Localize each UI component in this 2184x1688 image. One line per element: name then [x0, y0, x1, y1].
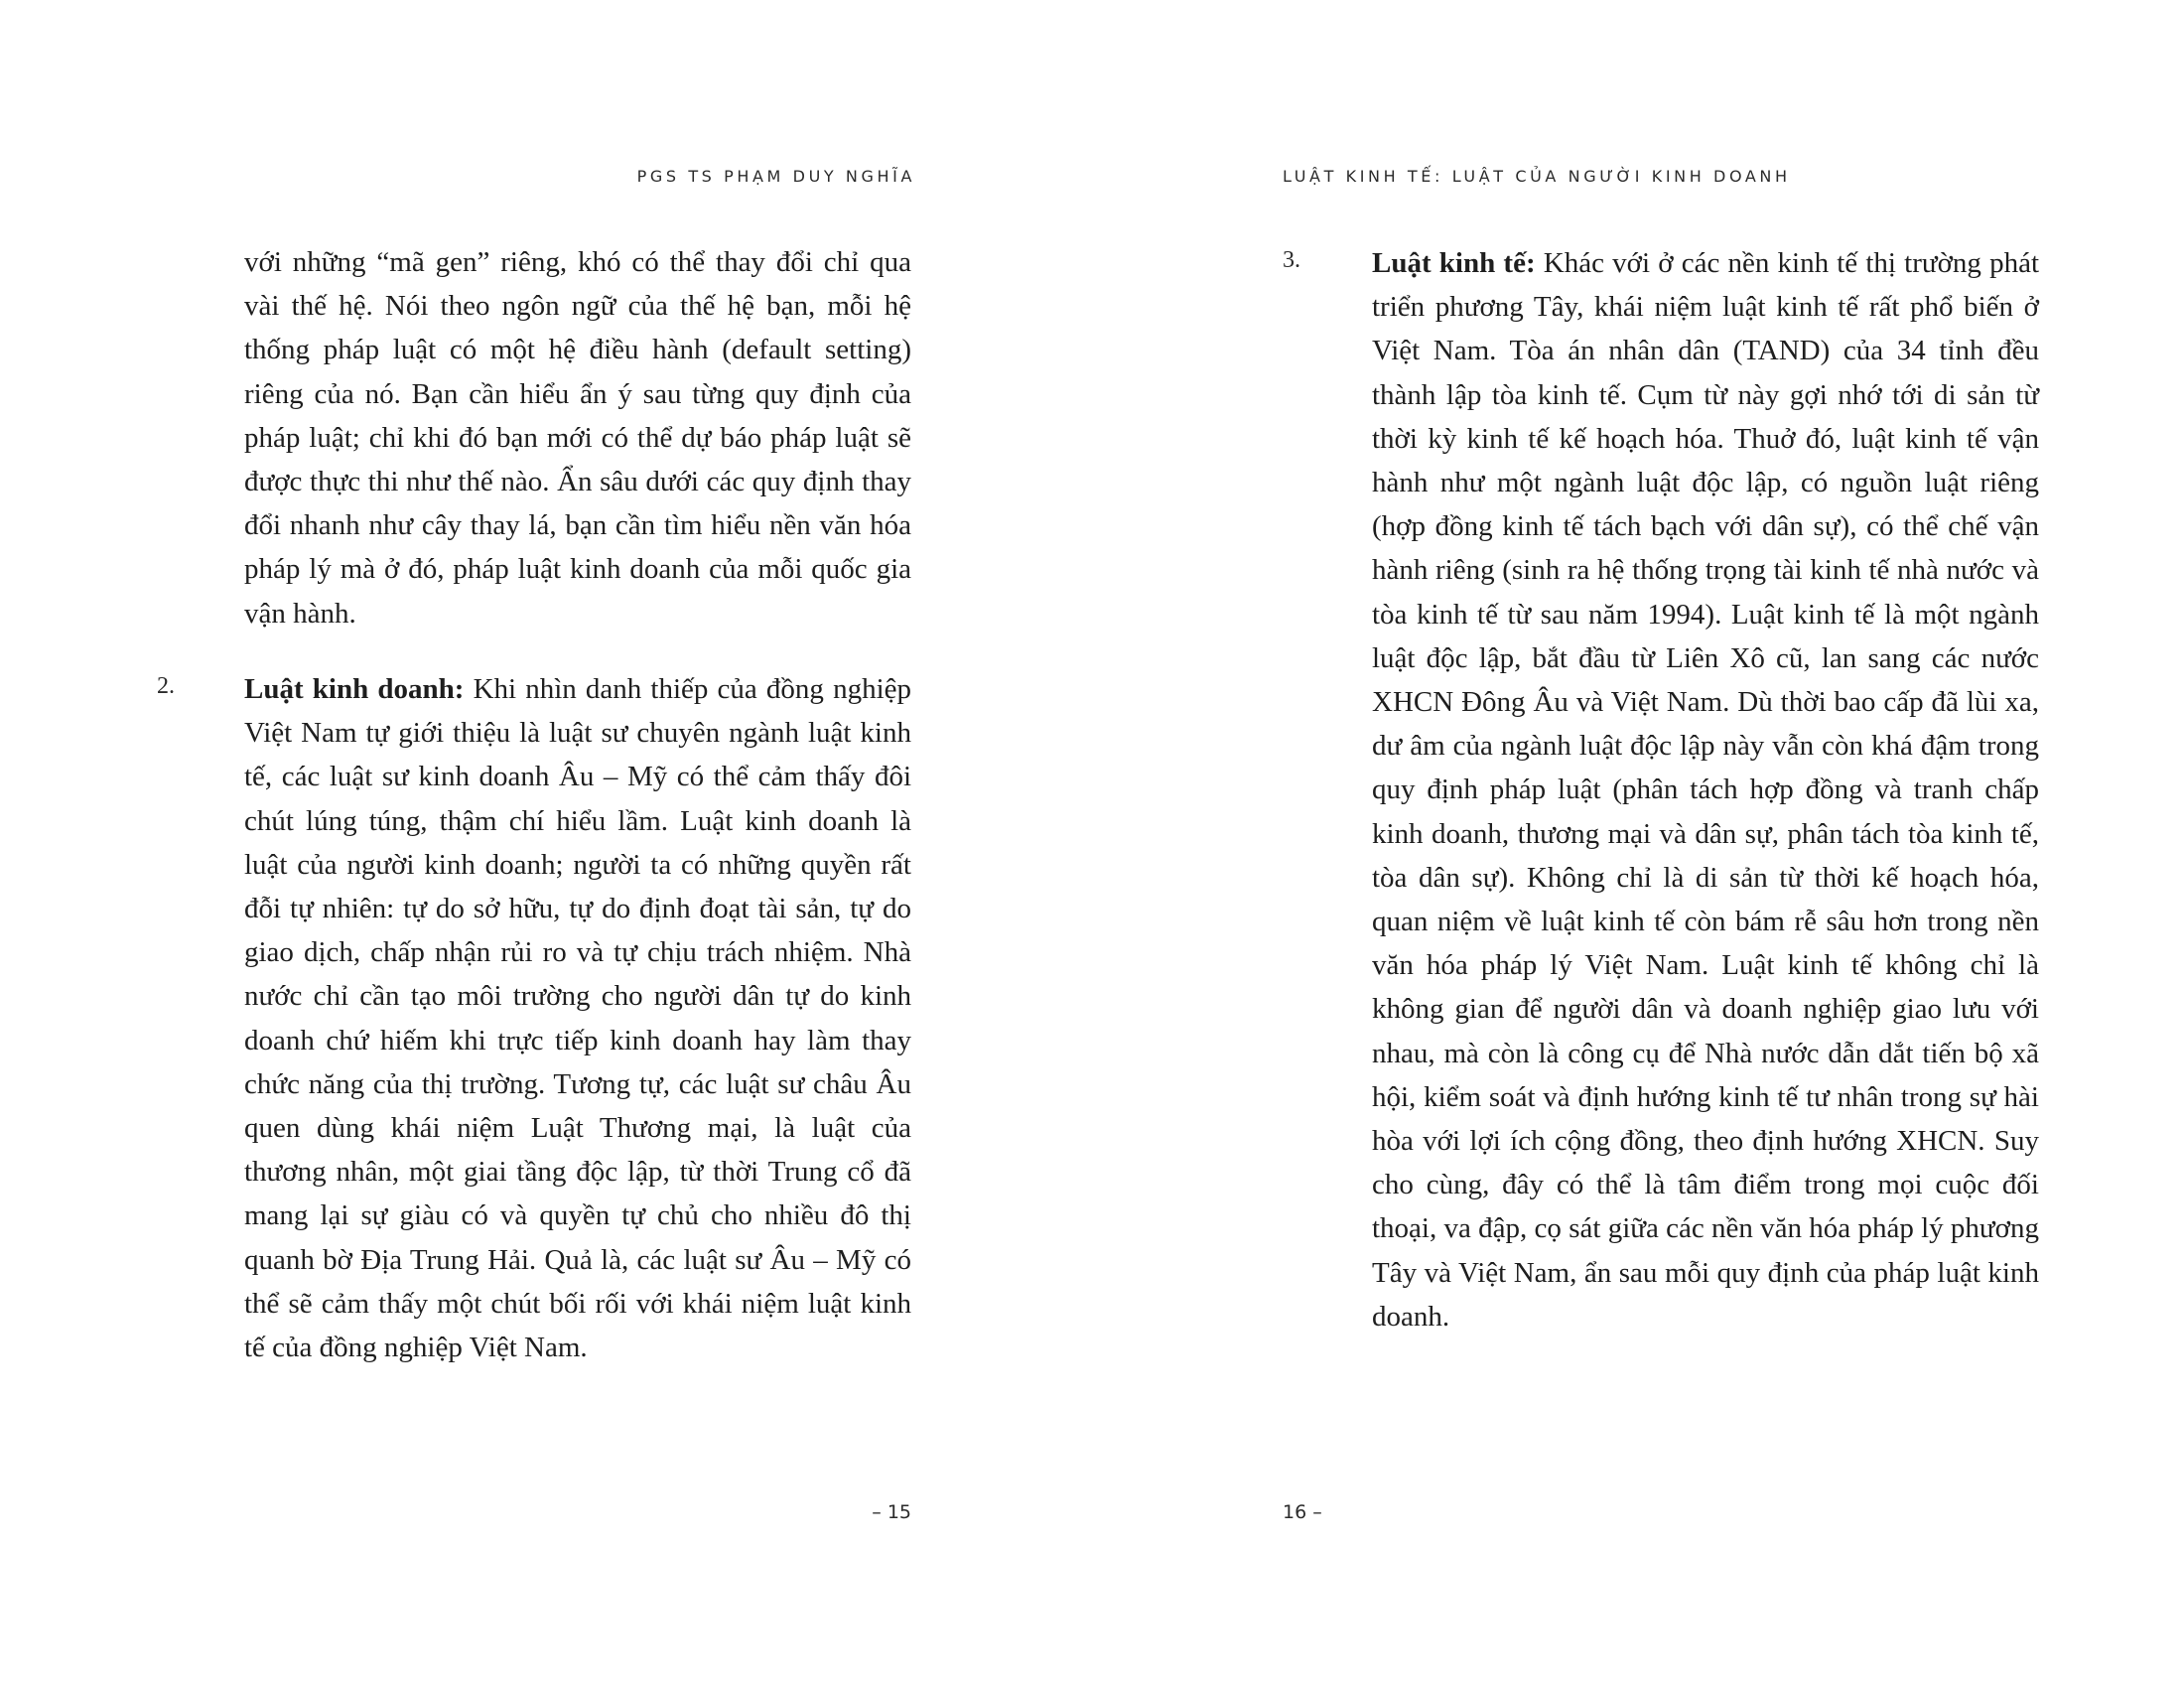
right-list-item — [1372, 241, 2039, 1338]
right-running-head: LUẬT KINH TẾ: LUẬT CỦA NGƯỜI KINH DOANH — [1283, 167, 1791, 186]
right-page — [1092, 0, 2184, 1688]
left-continued-paragraph — [244, 240, 911, 635]
right-page-number: 16 – — [1283, 1501, 1322, 1523]
left-list-item — [244, 667, 911, 1369]
right-item-number: 3. — [1283, 247, 1300, 273]
left-page-number: – 15 — [872, 1501, 911, 1523]
left-running-head: PGS TS PHẠM DUY NGHĨA — [636, 167, 915, 186]
continued-paragraph-text: với những “mã gen” riêng, khó có thể thay đổi chỉ qua vài thế hệ. Nói theo ngôn ngữ của thế hệ bạn, mỗi hệ thống pháp luật có một hệ điều hành (default setting) riêng của nó. Bạn cần hiểu ẩn ý sau từng quy định của pháp luật; chỉ khi đó bạn mới có thể dự báo pháp luật sẽ được thực thi như thế nào. Ẩn sâu dưới các quy định thay đổi nhanh như cây thay lá, bạn cần tìm hiểu nền văn hóa pháp lý mà ở đó, pháp luật kinh doanh của mỗi quốc gia vận hành. — [244, 246, 911, 630]
left-item-text: Khi nhìn danh thiếp của đồng nghiệp Việt Nam tự giới thiệu là luật sư chuyên ngành luật kinh tế, các luật sư kinh doanh Âu – Mỹ có thể cảm thấy đôi chút lúng túng, thậm chí hiểu lầm. Luật kinh doanh là luật của người kinh doanh; người ta có những quyền rất đỗi tự nhiên: tự do sở hữu, tự do định đoạt tài sản, tự do giao dịch, chấp nhận rủi ro và tự chịu trách nhiệm. Nhà nước chỉ cần tạo môi trường cho người dân tự do kinh doanh chứ hiếm khi trực tiếp kinh doanh hay làm thay chức năng của thị trường. Tương tự, các luật sư châu Âu quen dùng khái niệm Luật Thương mại, là luật của thương nhân, một giai tầng độc lập, từ thời Trung cổ đã mang lại sự giàu có và quyền tự chủ cho nhiều đô thị quanh bờ Địa Trung Hải. Quả là, các luật sư Âu – Mỹ có thể sẽ cảm thấy một chút bối rối với khái niệm luật kinh tế của đồng nghiệp Việt Nam. — [244, 673, 912, 1364]
left-item-number: 2. — [157, 673, 175, 699]
right-item-text: Khác với ở các nền kinh tế thị trường phát triển phương Tây, khái niệm luật kinh tế rất phổ biến ở Việt Nam. Tòa án nhân dân (TAND) của 34 tỉnh đều thành lập tòa kinh tế. Cụm từ này gợi nhớ tới di sản từ thời kỳ kinh tế kế hoạch hóa. Thuở đó, luật kinh tế vận hành như một ngành luật độc lập, có nguồn luật riêng (hợp đồng kinh tế tách bạch với dân sự), có thể chế vận hành riêng (sinh ra hệ thống trọng tài kinh tế nhà nước và tòa kinh tế từ sau năm 1994). Luật kinh tế là một ngành luật độc lập, bắt đầu từ Liên Xô cũ, lan sang các nước XHCN Đông Âu và Việt Nam. Dù thời bao cấp đã lùi xa, dư âm của ngành luật độc lập này vẫn còn khá đậm trong quy định pháp luật (phân tách hợp đồng và tranh chấp kinh doanh, thương mại và dân sự, phân tách tòa kinh tế, tòa dân sự). Không chỉ là di sản từ thời kế hoạch hóa, quan niệm về luật kinh tế còn bám rễ sâu hơn trong nền văn hóa pháp lý Việt Nam. Luật kinh tế không chỉ là không gian để người dân và doanh nghiệp giao lưu với nhau, mà còn là công cụ để Nhà nước dẫn dắt tiến bộ xã hội, kiểm soát và định hướng kinh tế tư nhân trong sự hài hòa với lợi ích cộng đồng, theo định hướng XHCN. Suy cho cùng, đây có thể là tâm điểm trong mọi cuộc đối thoại, va đập, cọ sát giữa các nền văn hóa pháp lý phương Tây và Việt Nam, ẩn sau mỗi quy định của pháp luật kinh doanh. — [1372, 247, 2040, 1333]
right-item-term: Luật kinh tế: — [1372, 247, 1536, 279]
left-item-term: Luật kinh doanh: — [244, 673, 465, 705]
